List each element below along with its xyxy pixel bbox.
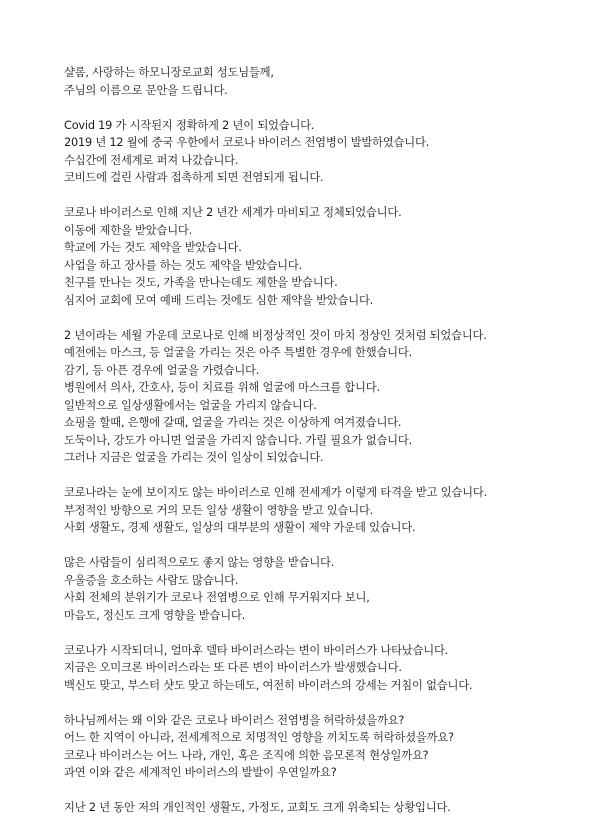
text-line: 감기, 등 아픈 경우에 얼굴을 가렸습니다. <box>64 363 260 377</box>
text-line: 쇼핑을 할때, 은행에 갈때, 얼굴을 가리는 것은 이상하게 여겨졌습니다. <box>64 416 402 429</box>
text-line: 이동에 제한을 받았습니다. <box>64 223 193 237</box>
text-line: 백신도 맞고, 부스터 샷도 맞고 하는데도, 여전히 바이러스의 강세는 거침이 없습니다. <box>64 678 473 692</box>
text-line: 많은 사람들이 심리적으로도 좋지 않는 영향을 받습니다. <box>64 556 335 569</box>
questions-paragraph <box>64 712 574 782</box>
text-line: 부정적인 방향으로 거의 모든 일상 생활이 영향을 받고 있습니다. <box>64 503 374 517</box>
text-line: 2019 년 12 월에 중국 우한에서 코로나 바이러스 전염병이 발발하였습니다. <box>64 136 430 149</box>
text-line: 샬롬, 사랑하는 하모니장로교회 성도님들께, <box>64 66 274 79</box>
masks-paragraph <box>64 327 574 467</box>
text-line: 일반적으로 일상생활에서는 얼굴을 가리지 않습니다. <box>64 398 317 412</box>
text-line: 그러나 지금은 얼굴을 가리는 것이 일상이 되었습니다. <box>64 451 324 464</box>
restrictions-paragraph <box>64 204 574 309</box>
text-line: 심지어 교회에 모여 예배 드리는 것에도 심한 제약을 받았습니다. <box>64 293 374 307</box>
impact-paragraph <box>64 484 574 537</box>
text-line: 과연 이와 같은 세계적인 바이러스의 발발이 우연일까요? <box>64 766 337 779</box>
text-line: 주님의 이름으로 문안을 드립니다. <box>64 83 228 97</box>
text-line: 코비드에 걸린 사람과 접촉하게 되면 전염되게 됩니다. <box>64 171 324 184</box>
text-line: 어느 한 지역이 아니라, 전세계적으로 치명적인 영향을 끼치도록 허락하셨을까요? <box>64 731 454 744</box>
psychology-paragraph <box>64 554 574 624</box>
text-line: 도둑이나, 강도가 아니면 얼굴을 가리지 않습니다. 가릴 필요가 없습니다. <box>64 433 412 447</box>
text-line: 코로나라는 눈에 보이지도 않는 바이러스로 인해 전세계가 이렇게 타격을 받고 있습니다. <box>64 486 487 499</box>
text-line: 사업을 하고 장사를 하는 것도 제약을 받았습니다. <box>64 258 302 272</box>
text-line: 2 년이라는 세월 가운데 코로나로 인해 비정상적인 것이 마치 정상인 것처럼 되었습니다. <box>64 328 487 342</box>
text-line: 사회 전체의 분위기가 코로나 전염병으로 인해 무거워지다 보니, <box>64 591 370 604</box>
personal-paragraph <box>64 799 574 817</box>
covid-start-paragraph <box>64 117 574 187</box>
text-line: 하나님께서는 왜 이와 같은 코로나 바이러스 전염병을 허락하셨을까요? <box>64 713 405 727</box>
text-line: 친구를 만나는 것도, 가족을 만나는데도 제한을 받습니다. <box>64 276 338 289</box>
text-line: Covid 19 가 시작된지 정확하게 2 년이 되었습니다. <box>64 118 315 132</box>
text-line: 사회 생활도, 경제 생활도, 일상의 대부분의 생활이 제약 가운데 있습니다. <box>64 521 416 534</box>
text-line: 지난 2 년 동안 저의 개인적인 생활도, 가정도, 교회도 크게 위축되는 상황입니다. <box>64 801 451 814</box>
text-line: 학교에 가는 것도 제약을 받았습니다. <box>64 241 242 254</box>
text-line: 예전에는 마스크, 등 얼굴을 가리는 것은 아주 특별한 경우에 한했습니다. <box>64 346 412 359</box>
text-line: 수십간에 전세계로 퍼져 나갔습니다. <box>64 153 239 167</box>
text-line: 지금은 오미크론 바이러스라는 또 다른 변이 바이러스가 발생했습니다. <box>64 661 402 674</box>
greeting-paragraph <box>64 64 574 99</box>
text-line: 코로나 바이러스로 인해 지난 2 년간 세계가 마비되고 정체되었습니다. <box>64 206 402 219</box>
text-line: 코로나 바이러스는 어느 나라, 개인, 혹은 조직에 의한 음모론적 현상일까요? <box>64 748 429 762</box>
text-line: 우울증을 호소하는 사람도 많습니다. <box>64 573 239 587</box>
variants-paragraph <box>64 642 574 695</box>
text-line: 병원에서 의사, 간호사, 등이 치료를 위해 얼굴에 마스크를 합니다. <box>64 381 380 394</box>
letter-body <box>64 64 574 834</box>
text-line: 코로나가 시작되더니, 얼마후 델타 바이러스라는 변이 바이러스가 나타났습니다. <box>64 643 449 657</box>
text-line: 마음도, 정신도 크게 영향을 받습니다. <box>64 608 246 622</box>
